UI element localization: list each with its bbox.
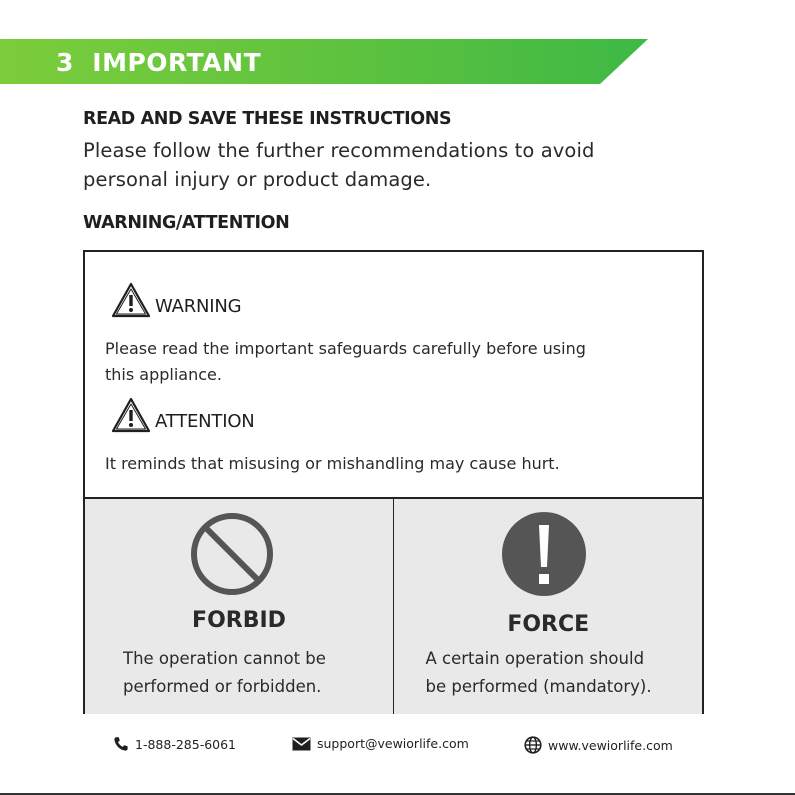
section-title: 3 IMPORTANT <box>56 48 262 77</box>
intro-line: Please follow the further recommendations to avoid <box>83 139 595 162</box>
forbid-cell <box>85 499 394 714</box>
forbid-line: The operation cannot be <box>123 649 326 668</box>
prohibition-icon <box>189 511 275 597</box>
attention-text: It reminds that misusing or mishandling may cause hurt. <box>105 454 560 473</box>
warning-text <box>105 336 665 388</box>
warning-header <box>111 282 241 318</box>
warning-triangle-icon <box>111 397 151 433</box>
globe-icon <box>524 736 542 754</box>
intro-line: personal injury or product damage. <box>83 168 432 191</box>
warning-attention-heading: WARNING/ATTENTION <box>83 213 290 233</box>
warning-triangle-icon <box>111 282 151 318</box>
notice-section <box>85 252 702 497</box>
website-url[interactable]: www.vewiorlife.com <box>548 737 673 753</box>
symbols-row <box>85 497 702 714</box>
warning-line: this appliance. <box>105 365 222 384</box>
warning-line: Please read the important safeguards carefully before using <box>105 339 586 358</box>
force-line: A certain operation should <box>425 649 645 668</box>
force-title: FORCE <box>507 612 590 637</box>
phone-icon <box>113 736 129 752</box>
force-line: be performed (mandatory). <box>425 677 652 696</box>
warning-title: WARNING <box>155 296 242 317</box>
forbid-title: FORBID <box>192 608 286 633</box>
footer-email <box>292 736 469 751</box>
attention-title: ATTENTION <box>155 411 255 432</box>
force-cell <box>395 499 703 714</box>
read-save-heading: READ AND SAVE THESE INSTRUCTIONS <box>83 109 452 129</box>
forbid-description <box>123 645 326 701</box>
page-bottom-rule <box>0 793 795 795</box>
safety-symbols-box <box>83 250 704 714</box>
mail-icon <box>292 737 311 751</box>
footer-website <box>524 736 673 754</box>
forbid-line: performed or forbidden. <box>123 677 322 696</box>
intro-paragraph <box>83 136 683 194</box>
attention-header <box>111 397 255 433</box>
force-description <box>426 645 652 701</box>
footer-phone <box>113 736 236 752</box>
exclamation-circle-icon <box>501 511 587 597</box>
phone-number: 1-888-285-6061 <box>135 736 237 752</box>
email-address[interactable]: support@vewiorlife.com <box>317 736 469 751</box>
